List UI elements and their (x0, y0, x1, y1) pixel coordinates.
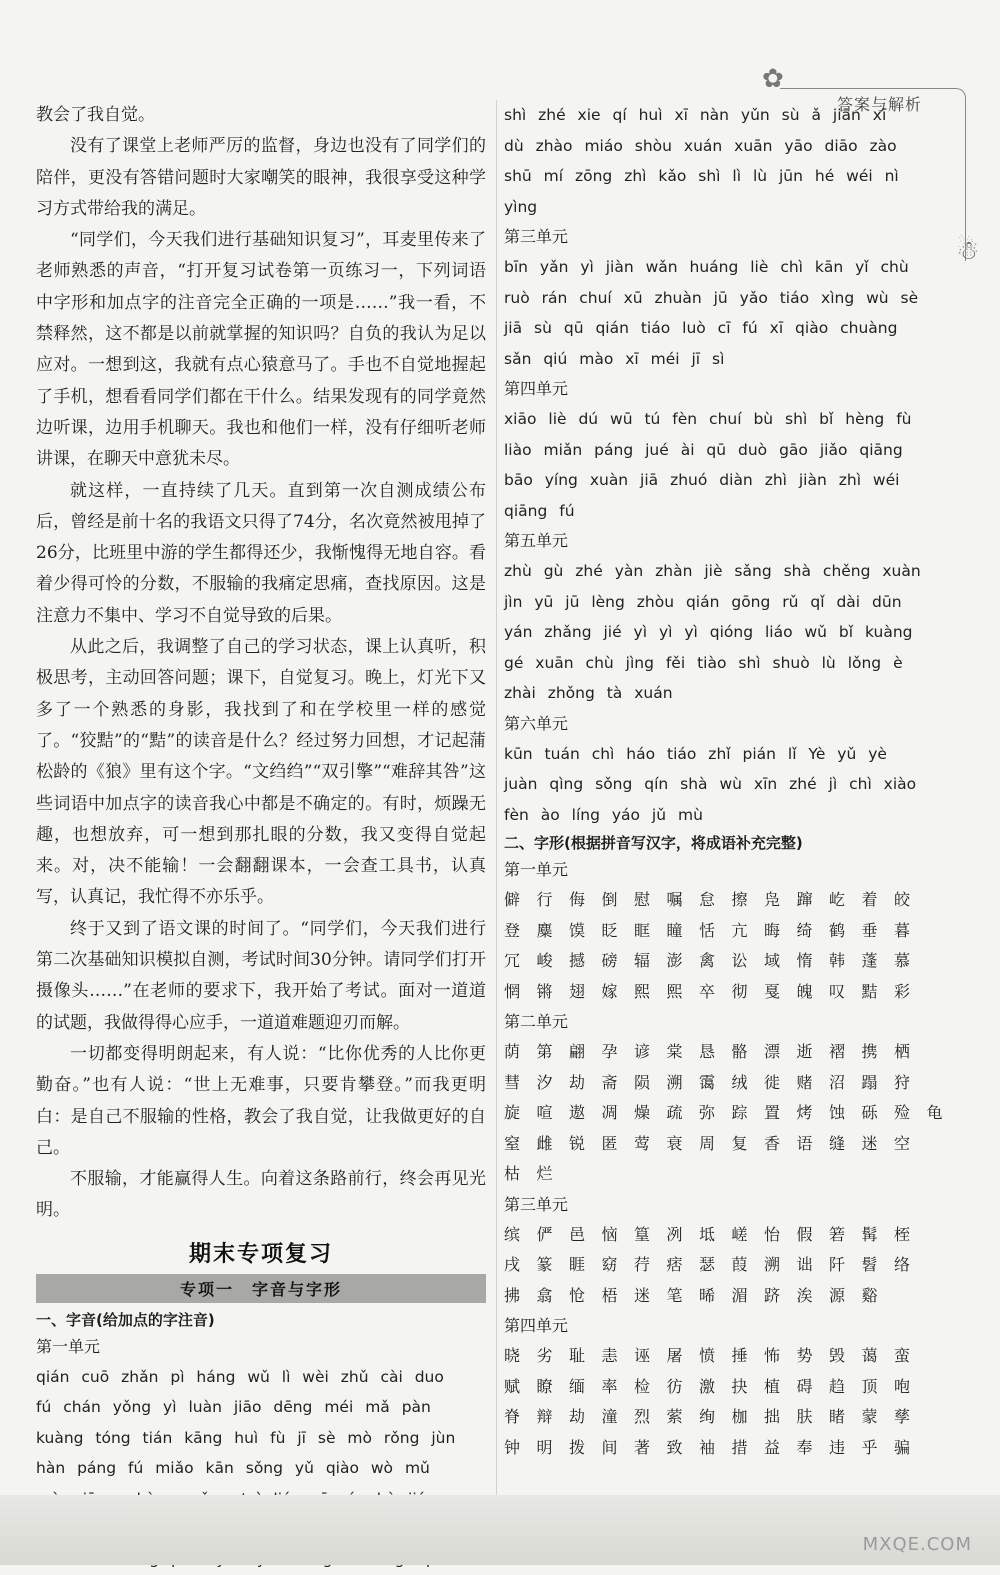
character-line: 脊辩劫潼烈萦绚枷拙肤睹蒙孳 (504, 1407, 927, 1426)
pinyin-line: gé xuān chù jìng fěi tiào shì shuò lù lǒng è (504, 653, 903, 672)
character-line: 钟明拨间著致袖措益奉违乎骗 (504, 1437, 927, 1457)
character-line: 晓劣耻恚诬屠愤捶怖势毁蔼蛮 (504, 1346, 927, 1365)
essay-paragraph: 教会了我自觉。 (36, 105, 155, 125)
character-line: 赋瞭缅率检彷激抉植碍趋顶咆 (504, 1376, 927, 1396)
unit-title: 第三单元 (504, 227, 569, 246)
essay-paragraph: 就这样，一直持续了几天。直到第一次自测成绩公布后，曾经是前十名的我语文只得了74分，名次竟然被甩掉了26分，比班里中游的学生都得还少，我惭愧得无地自容。看着少得可怜的分数，不服输的我痛定思痛，查找原因。这是注意力不集中、学习不自觉导致的后果。 (36, 480, 486, 626)
pinyin-line: yán zhǎng jié yì yì yì qióng liáo wǔ bǐ kuàng (504, 623, 913, 641)
pinyin-line: sǎn qiú mào xī méi jī sì (504, 349, 725, 368)
left-column (36, 100, 486, 1575)
essay-paragraph: 一切都变得明朗起来，有人说：“比你优秀的人比你更勤奋。”也有人说：“世上无难事，只要肯攀登。”而我更明白：是自己不服输的性格，教会了我自觉，让我做更好的自己。 (36, 1043, 486, 1158)
pinyin-line: yìng (504, 197, 538, 216)
character-line: 荫第翩孕谚棠恳骼漂逝褶携栖 (504, 1042, 927, 1061)
pinyin-line: ruò rán chuí xū zhuàn jū yǎo tiáo xìng wù sè (504, 288, 919, 307)
pinyin-line: shū mí zōng zhì kǎo shì lì lù jūn hé wéi nì (504, 167, 899, 185)
unit-title: 第四单元 (504, 1316, 569, 1335)
essay-paragraph: 没有了课堂上老师严厉的监督，身边也没有了同学们的陪伴，更没有答错问题时大家嘲笑的眼神，我很享受这种学习方式带给我的满足。 (36, 136, 486, 219)
unit-title: 第二单元 (504, 1012, 569, 1031)
pinyin-line: fèn ào líng yáo jǔ mù (504, 805, 703, 824)
pinyin-line: jiā sù qū qián tiáo luò cī fú xī qiào chuàng (504, 319, 898, 337)
pinyin-line: qiāng fú (504, 501, 575, 520)
sub-heading-characters: 二、字形(根据拼音写汉字，将成语补充完整) (504, 834, 803, 852)
pinyin-line: kuàng tóng tián kāng huì fù jī sè mò rǒng jùn (36, 1428, 456, 1447)
essay-paragraph: 从此之后，我调整了自己的学习状态，课上认真听，积极思考，主动回答问题；课下，自觉复习。晚上，灯光下又多了一个熟悉的身影，我找到了和在学校里一样的感觉了。“狡黠”的“黠”的读音是什么？经过努力回想，才记起蒲松龄的《狼》里有这个字。“文绉绉”“双引擎”“难辞其咎”这些词语中加点字的读音我心中都是不确定的。有时，烦躁无趣，也想放弃，可一想到那扎眼的分数，我又变得自觉起来。对，决不能输！一会翻翻课本，一会查工具书，认真写，认真记，我忙得不亦乐乎。 (36, 637, 486, 908)
unit-title: 第五单元 (504, 531, 569, 550)
figure-icon: ☃ (956, 236, 980, 266)
character-line: 僻行侮倒慰嘱怠擦凫蹿屹着皎 (504, 890, 927, 909)
pinyin-line: liào miǎn páng jué ài qū duò gāo jiǎo qiāng (504, 440, 903, 459)
column-divider (496, 100, 497, 1495)
essay-paragraph: 终于又到了语文课的时间了。“同学们，今天我们进行第二次基础知识模拟自测，考试时间30分钟。请同学们打开摄像头……”在老师的要求下，我开始了考试。面对一道道的试题，我做得得心应手，一道道难题迎刃而解。 (36, 918, 486, 1033)
header-label: 答案与解析 (836, 95, 922, 114)
character-line: 枯烂 (504, 1164, 570, 1183)
unit-title: 第一单元 (504, 860, 569, 879)
pinyin-line: bāo yíng xuàn jiā zhuó diàn zhì jiàn zhì wéi (504, 471, 900, 489)
pinyin-line: zhài zhǒng tà xuán (504, 684, 673, 702)
character-line: 冗峻撼磅辐澎禽讼域惰韩蓬慕 (504, 951, 927, 970)
bubble-icon: ✿ (762, 64, 784, 94)
unit-title: 第四单元 (504, 379, 569, 398)
essay-paragraph: 不服输，才能赢得人生。向着这条路前行，终会再见光明。 (36, 1169, 486, 1221)
right-column (504, 100, 960, 1463)
character-line: 缤俨邑恼篁冽坻嵯怡假箬髯桎 (504, 1224, 927, 1244)
pinyin-line: jìn yū jū lèng zhòu qián gōng rǔ qǐ dài dūn (504, 592, 902, 611)
right-pinyin-units (504, 222, 960, 830)
character-units (504, 855, 960, 1463)
unit-title: 第三单元 (504, 1194, 569, 1214)
pinyin-line: bīn yǎn yì jiàn wǎn huáng liè chì kān yǐ chù (504, 258, 909, 276)
pinyin-line: fú chán yǒng yì luàn jiāo dēng méi mǎ pàn (36, 1398, 431, 1417)
pinyin-continued (504, 100, 960, 222)
pinyin-line: dù zhào miáo shòu xuán xuān yāo diāo zào (504, 136, 897, 155)
character-line: 登麋馍眨眶瞳恬亢晦绮鹤垂暮 (504, 920, 927, 940)
pinyin-line: xiāo liè dú wū tú fèn chuí bù shì bǐ hèng fù (504, 410, 912, 428)
essay-paragraph: “同学们，今天我们进行基础知识复习”，耳麦里传来了老师熟悉的声音，“打开复习试卷第一页练习一，下列词语中字形和加点字的注音完全正确的一项是……”我一看，不禁释然，这不都是以前就掌握的知识吗？自负的我认为足以应对。一想到这，我就有点心猿意马了。手也不自觉地握起了手机，想看看同学们都在干什么。结果发现有的同学竟然边听课，边用手机聊天。我也和他们一样，没有仔细听老师讲课，在聊天中意犹未尽。 (36, 230, 486, 470)
pinyin-line: zhù gù zhé yàn zhàn jiè sǎng shà chěng xuàn (504, 562, 921, 580)
essay-text (36, 100, 486, 1227)
pinyin-line: qián cuō zhǎn pì háng wǔ lì wèi zhǔ cài duo (36, 1367, 444, 1386)
character-line: 戌篆睚窈荇痞瑟葭溯诎阡髫络 (504, 1255, 927, 1274)
character-line: 彗汐劫斋陨溯霭绒徙赌沼蹋狩 (504, 1072, 927, 1092)
pinyin-line: kūn tuán chì háo tiáo zhǐ pián lǐ Yè yǔ yè (504, 744, 887, 763)
character-line: 拂翕怆梧迷笔晞湄跻涘源谿 (504, 1285, 895, 1305)
pinyin-line: juàn qìng sǒng qín shà wù xīn zhé jì chì xiào (504, 775, 917, 793)
topic-bar: 专项一 字音与字形 (36, 1274, 486, 1303)
character-line: 旋喧遨凋燥疏弥踪置烤蚀砾殓龟 (504, 1103, 960, 1122)
character-line: 惘锵翅嫁熙熙卒彻戛魄叹黠彩 (504, 981, 927, 1001)
watermark: MXQE.COM (862, 1534, 972, 1555)
character-line: 窒雌锐匿莺衰周复香语缝迷空 (504, 1133, 927, 1153)
sub-heading-pronunciation: 一、字音(给加点的字注音) (36, 1310, 215, 1329)
unit-title: 第六单元 (504, 713, 569, 733)
footer-band (0, 1495, 1000, 1565)
unit-title: 第一单元 (36, 1336, 101, 1356)
pinyin-line: hàn páng fú miǎo kān sǒng yǔ qiào wò mǔ (36, 1459, 430, 1478)
section-title: 期末专项复习 (188, 1241, 333, 1267)
pinyin-line: shì zhé xie qí huì xī nàn yǔn sù ǎ jiān xī (504, 106, 887, 124)
